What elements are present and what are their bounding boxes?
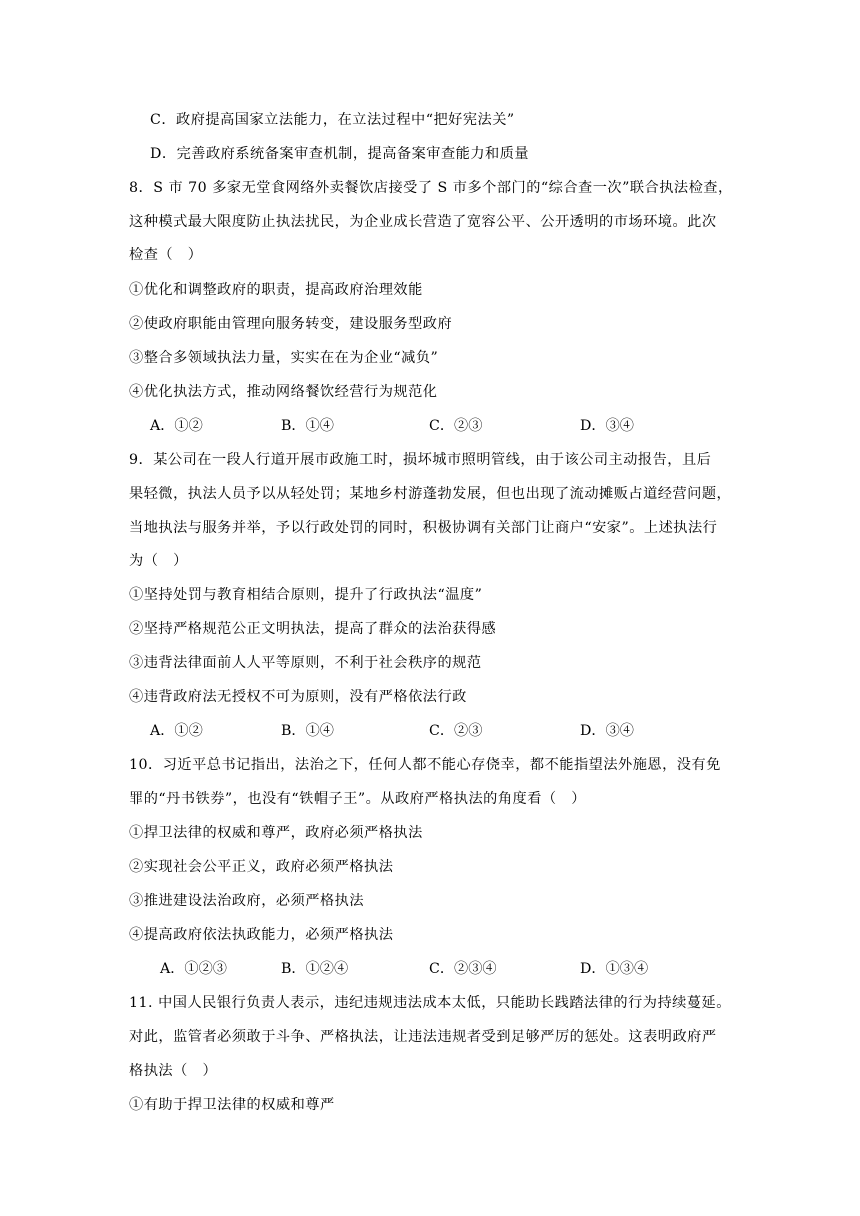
q10-item-1: ①捍卫法律的权威和尊严，政府必须严格执法 xyxy=(129,825,423,841)
q9-option-b: B．①④ xyxy=(281,723,334,739)
q10-item-2: ②实现社会公平正义，政府必须严格执法 xyxy=(129,859,394,875)
q8-item-1: ①优化和调整政府的职责，提高政府治理效能 xyxy=(129,282,423,298)
q8-item-3: ③整合多领域执法力量，实实在在为企业“减负” xyxy=(129,350,439,366)
q9-option-a: A．①② xyxy=(150,723,203,739)
q11-stem-line-2: 对此，监管者必须敢于斗争、严格执法，让违法违规者受到足够严厉的惩处。这表明政府严 xyxy=(129,1029,717,1045)
q8-item-4: ④优化执法方式，推动网络餐饮经营行为规范化 xyxy=(129,384,438,400)
q8-option-b: B．①④ xyxy=(281,418,334,434)
q9-stem-line-3: 当地执法与服务并举，予以行政处罚的同时，积极协调有关部门让商户“安家”。上述执法行 xyxy=(129,520,718,536)
q9-stem-line-2: 果轻微，执法人员予以从轻处罚；某地乡村游蓬勃发展，但也出现了流动摊贩占道经营问题， xyxy=(129,486,732,502)
q10-option-c: C．②③④ xyxy=(429,961,497,977)
q10-item-4: ④提高政府依法执政能力，必须严格执法 xyxy=(129,927,394,943)
q8-item-2: ②使政府职能由管理向服务转变，建设服务型政府 xyxy=(129,316,453,332)
q9-item-1: ①坚持处罚与教育相结合原则，提升了行政执法“温度” xyxy=(129,587,483,603)
q9-option-c: C．②③ xyxy=(429,723,483,739)
q10-stem-line-2: 罪的“丹书铁券”，也没有“铁帽子王”。从政府严格执法的角度看（ ） xyxy=(129,791,586,807)
q9-item-4: ④违背政府法无授权不可为原则，没有严格依法行政 xyxy=(129,689,467,705)
q8-stem-line-3: 检查（ ） xyxy=(129,247,203,263)
q9-item-3: ③违背法律面前人人平等原则，不利于社会秩序的规范 xyxy=(129,655,482,671)
q8-stem-line-2: 这种模式最大限度防止执法扰民，为企业成长营造了宽容公平、公开透明的市场环境。此次 xyxy=(129,214,717,230)
q11-stem-line-1: 11. 中国人民银行负责人表示，违纪违规违法成本太低，只能助长践踏法律的行为持续蔓延。 xyxy=(129,995,731,1011)
q10-item-3: ③推进建设法治政府，必须严格执法 xyxy=(129,893,365,909)
q8-stem-line-1: 8．S 市 70 多家无堂食网络外卖餐饮店接受了 S 市多个部门的“综合查一次”联合执法检查， xyxy=(129,180,733,196)
q11-item-1: ①有助于捍卫法律的权威和尊严 xyxy=(129,1097,335,1113)
q8-option-a: A．①② xyxy=(150,418,203,434)
q10-option-b: B．①②④ xyxy=(281,961,349,977)
q10-option-d: D．①③④ xyxy=(580,961,649,977)
q9-stem-line-4: 为（ ） xyxy=(129,553,188,569)
q7-option-d: D．完善政府系统备案审查机制，提高备案审查能力和质量 xyxy=(150,146,530,162)
q9-option-d: D．③④ xyxy=(580,723,634,739)
q8-option-c: C．②③ xyxy=(429,418,483,434)
q11-stem-line-3: 格执法（ ） xyxy=(129,1063,218,1079)
q9-stem-line-1: 9．某公司在一段人行道开展市政施工时，损坏城市照明管线，由于该公司主动报告，且后 xyxy=(129,452,712,468)
q7-option-c: C．政府提高国家立法能力，在立法过程中“把好宪法关” xyxy=(150,112,515,128)
q8-option-d: D．③④ xyxy=(580,418,634,434)
q9-item-2: ②坚持严格规范公正文明执法，提高了群众的法治获得感 xyxy=(129,621,497,637)
q10-option-a: A．①②③ xyxy=(160,961,227,977)
q10-stem-line-1: 10．习近平总书记指出，法治之下，任何人都不能心存侥幸，都不能指望法外施恩，没有免 xyxy=(129,757,721,773)
